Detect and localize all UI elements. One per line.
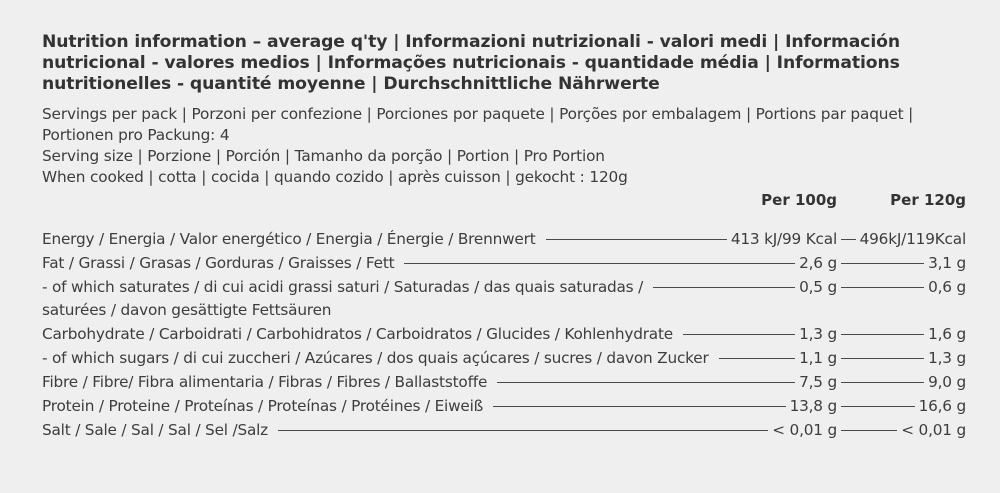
when-cooked: When cooked | cotta | cocida | quando cozido | après cuisson | gekocht : 120g — [42, 168, 628, 186]
value-per-100g: 413 kJ/99 Kcal — [727, 227, 837, 251]
value-per-120g: 1,3 g — [924, 346, 966, 370]
serving-info — [42, 104, 966, 188]
leader-line — [546, 239, 727, 240]
nutrition-title: Nutrition information – average q'ty | Informazioni nutrizionali - valori medi | Información nutricional - valores medios | Informações nutricionais - quantidade média | Informations nutritionelles - quantité moyenne | Durchschnittliche Nährwerte — [42, 32, 901, 94]
leader-line — [841, 287, 924, 288]
leader-line — [493, 406, 786, 407]
leader-line — [497, 382, 795, 383]
column-headers — [42, 191, 966, 213]
nutrition-panel — [42, 32, 966, 442]
leader-line — [841, 382, 924, 383]
value-per-120g: 3,1 g — [924, 251, 966, 275]
leader-line — [404, 263, 795, 264]
row-protein — [42, 394, 966, 418]
row-saturates — [42, 275, 966, 322]
value-per-100g: < 0,01 g — [768, 418, 837, 442]
value-per-120g: < 0,01 g — [897, 418, 966, 442]
value-per-120g: 16,6 g — [915, 394, 966, 418]
leader-line — [719, 358, 795, 359]
leader-line — [841, 263, 924, 264]
leader-line — [841, 406, 915, 407]
value-per-100g: 0,5 g — [795, 275, 837, 299]
value-per-120g: 0,6 g — [924, 275, 966, 299]
row-label: - of which saturates / di cui acidi grassi saturi / Saturadas / das quais saturadas / — [42, 278, 644, 296]
leader-line — [653, 287, 795, 288]
row-sugars — [42, 346, 966, 370]
value-per-100g: 13,8 g — [786, 394, 837, 418]
row-fat — [42, 251, 966, 275]
per-100g-header: Per 100g — [761, 191, 837, 209]
leader-line — [841, 358, 924, 359]
row-label: Fat / Grassi / Grasas / Gorduras / Graisses / Fett — [42, 254, 395, 272]
row-label: Energy / Energia / Valor energético / Energia / Énergie / Brennwert — [42, 230, 536, 248]
value-per-120g: 9,0 g — [924, 370, 966, 394]
row-label: - of which sugars / di cui zuccheri / Azúcares / dos quais açúcares / sucres / davon Zucker — [42, 349, 709, 367]
leader-line — [683, 334, 795, 335]
row-label: Fibre / Fibre/ Fibra alimentaria / Fibras / Fibres / Ballaststoffe — [42, 373, 488, 391]
value-per-120g: 496kJ/119Kcal — [856, 227, 966, 251]
row-label: Carbohydrate / Carboidrati / Carbohidratos / Carboidratos / Glucides / Kohlenhydrate — [42, 325, 673, 343]
value-per-120g: 1,6 g — [924, 322, 966, 346]
row-fibre — [42, 370, 966, 394]
leader-line — [278, 430, 768, 431]
nutrition-table — [42, 227, 966, 442]
value-per-100g: 7,5 g — [795, 370, 837, 394]
row-label: Salt / Sale / Sal / Sal / Sel /Salz — [42, 421, 269, 439]
leader-line — [841, 239, 856, 240]
servings-per-pack: Servings per pack | Porzoni per confezione | Porciones por paquete | Porções por embalagem | Portions par paquet | Portionen pro Packung: 4 — [42, 105, 914, 144]
value-per-100g: 1,3 g — [795, 322, 837, 346]
serving-size: Serving size | Porzione | Porción | Tamanho da porção | Portion | Pro Portion — [42, 147, 605, 165]
row-salt — [42, 418, 966, 442]
row-label-continued: saturées / davon gesättigte Fettsäuren — [42, 301, 332, 319]
per-120g-header: Per 120g — [890, 191, 966, 209]
leader-line — [841, 334, 924, 335]
value-per-100g: 1,1 g — [795, 346, 837, 370]
row-label: Protein / Proteine / Proteínas / Proteínas / Protéines / Eiweiß — [42, 397, 484, 415]
row-energy — [42, 227, 966, 251]
value-per-100g: 2,6 g — [795, 251, 837, 275]
row-carbohydrate — [42, 322, 966, 346]
leader-line — [841, 430, 897, 431]
